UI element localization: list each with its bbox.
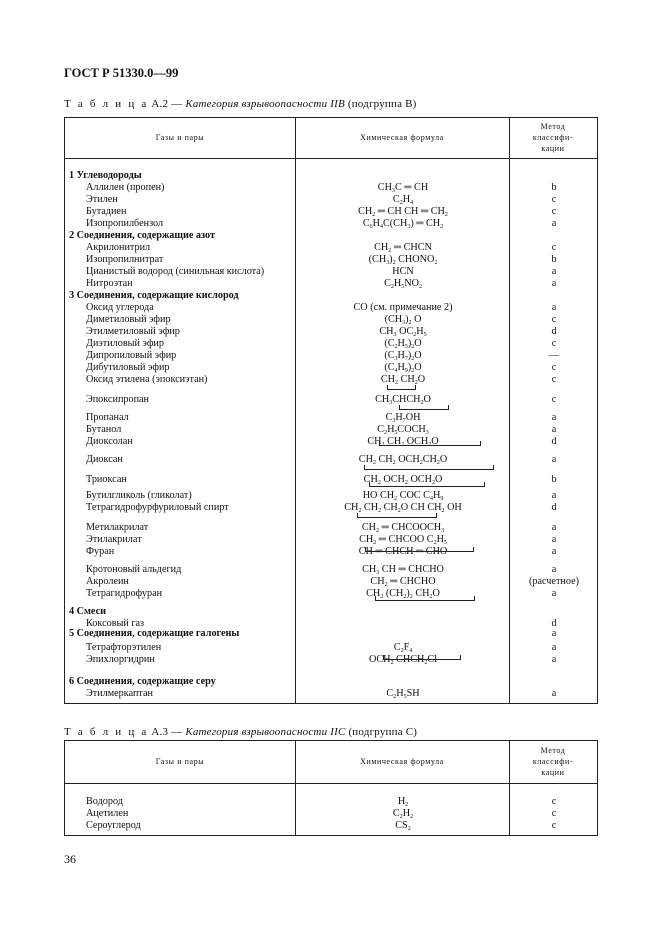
- substance-name: Этилен: [86, 194, 118, 205]
- classification-method: c: [551, 338, 557, 349]
- group-heading: 2 Соединения, содержащие азот: [69, 230, 216, 241]
- classification-method: c: [551, 314, 557, 325]
- substance-name: Оксид этилена (эпоксиэтан): [86, 374, 208, 385]
- header-method-line: классифи-: [532, 133, 574, 142]
- substance-name: Коксовый газ: [86, 618, 145, 629]
- classification-method: d: [551, 326, 557, 337]
- chemical-formula: $OCH_2$ $CHCH_2Cl$: [368, 654, 437, 666]
- substance-name: Тетрагидрофуран: [86, 588, 163, 599]
- classification-method: a: [551, 424, 557, 435]
- classification-method: b: [551, 474, 557, 485]
- group-heading: 6 Соединения, содержащие серу: [69, 676, 216, 687]
- chemical-formula: $CH_2$ $(CH_2)_2$ $CH_2O$: [366, 588, 440, 600]
- group-heading: 4 Смеси: [69, 606, 106, 617]
- classification-method: a: [551, 302, 557, 313]
- classification-method: d: [551, 502, 557, 513]
- chemical-formula: CH ═ CHCH ═ CHO: [358, 546, 448, 557]
- chemical-formula: $CH_2$ $OCH_2$ $OCH_2O$: [363, 474, 443, 486]
- caption-subgroup: (подгруппа С): [348, 726, 418, 738]
- header-formula: Химическая формула: [360, 757, 444, 766]
- chemical-formula: $C_2H_5SH$: [386, 688, 420, 700]
- table-a2: [64, 117, 598, 704]
- classification-method: a: [551, 628, 557, 639]
- classification-method: c: [551, 194, 557, 205]
- classification-method: c: [551, 808, 557, 819]
- header-method-line: классифи-: [532, 757, 574, 766]
- classification-method: a: [551, 588, 557, 599]
- substance-name: Эпоксипропан: [86, 394, 150, 405]
- substance-name: Цианистый водород (синильная кислота): [86, 266, 265, 277]
- substance-name: Бутилгликоль (гликолат): [86, 490, 192, 501]
- chemical-formula: $CS_2$: [395, 820, 411, 832]
- chemical-formula: $H_2$: [397, 796, 409, 808]
- chemical-formula: $CH_3CHCH_2O$: [375, 394, 431, 406]
- chemical-formula: $CH_2$ ═ CHCN: [374, 242, 432, 254]
- classification-method: a: [551, 546, 557, 557]
- classification-method: c: [551, 394, 557, 405]
- classification-method: —: [548, 350, 560, 361]
- chemical-formula: $(C_2H_5)_2O$: [384, 338, 422, 350]
- header-method-line: кации: [541, 768, 565, 777]
- substance-name: Оксид углерода: [86, 302, 154, 313]
- substance-name: Дипропиловый эфир: [86, 350, 177, 361]
- substance-name: Бутадиен: [86, 206, 127, 217]
- chemical-formula: $CH_2$ ═ CH CH ═ $CH_2$: [358, 206, 448, 218]
- group-heading: 1 Углеводороды: [69, 170, 142, 181]
- classification-method: c: [551, 206, 557, 217]
- chemical-formula: $(C_3H_7)_2O$: [384, 350, 422, 362]
- substance-name: Дибутиловый эфир: [86, 362, 170, 373]
- chemical-formula: $CH_2$ $CH_2O$: [380, 374, 426, 386]
- header-gases: Газы и пары: [155, 133, 205, 142]
- classification-method: c: [551, 820, 557, 831]
- ring-bracket: [375, 596, 475, 601]
- page-number: 36: [64, 852, 76, 866]
- classification-method: b: [551, 182, 557, 193]
- classification-method: a: [551, 218, 557, 229]
- classification-method: b: [551, 254, 557, 265]
- ring-bracket: [379, 441, 481, 446]
- header-method: [509, 745, 597, 778]
- classification-method: d: [551, 436, 557, 447]
- ring-bracket: [365, 547, 474, 552]
- header-gases: Газы и пары: [155, 757, 205, 766]
- header-method-line: кации: [541, 144, 565, 153]
- substance-name: Диэтиловый эфир: [86, 338, 164, 349]
- table-a3: [64, 740, 598, 836]
- caption-label: Т а б л и ц а: [64, 98, 149, 110]
- document-title: ГОСТ Р 51330.0—99: [64, 66, 179, 80]
- classification-method: a: [551, 654, 557, 665]
- caption-number: А.3 —: [151, 726, 183, 738]
- chemical-formula: $CH_2$ $CH_2$ $OCH_2CH_2O$: [358, 454, 448, 466]
- substance-name: Этилакрилат: [86, 534, 142, 545]
- classification-method: c: [551, 242, 557, 253]
- caption-title: Категория взрывоопасности IIB: [185, 98, 345, 110]
- classification-method: c: [551, 796, 557, 807]
- substance-name: Этилметиловый эфир: [86, 326, 180, 337]
- substance-name: Водород: [86, 796, 123, 807]
- chemical-formula: $(C_4H_9)_2O$: [384, 362, 422, 374]
- classification-method: a: [551, 522, 557, 533]
- substance-name: Ацетилен: [86, 808, 129, 819]
- substance-name: Тетрафторэтилен: [86, 642, 162, 653]
- chemical-formula: HCN: [392, 266, 414, 277]
- chemical-formula: $C_2F_4$: [393, 642, 413, 654]
- classification-method: a: [551, 412, 557, 423]
- chemical-formula: CO (см. примечание 2): [353, 302, 453, 313]
- classification-method: a: [551, 534, 557, 545]
- substance-name: Кротоновый альдегид: [86, 564, 182, 575]
- caption-title: Категория взрывоопасности IIC: [185, 726, 346, 738]
- caption-number: А.2 —: [151, 98, 183, 110]
- chemical-formula: $C_6H_4C(CH_3)$ ═ $CH_2$: [362, 218, 444, 230]
- column-divider: [509, 118, 510, 703]
- classification-method: a: [551, 490, 557, 501]
- substance-name: Диметиловый эфир: [86, 314, 171, 325]
- substance-name: Акролеин: [86, 576, 129, 587]
- classification-method: a: [551, 688, 557, 699]
- classification-method: d: [551, 618, 557, 629]
- table-a3-caption: [64, 726, 417, 738]
- substance-name: Диоксолан: [86, 436, 133, 447]
- substance-name: Эпихлоргидрин: [86, 654, 155, 665]
- chemical-formula: $(CH_3)_2$ $CHONO_2$: [368, 254, 438, 266]
- ring-bracket: [357, 513, 437, 518]
- chemical-formula: $CH_2$ ═ CHCOO $C_2H_5$: [359, 534, 447, 546]
- classification-method: a: [551, 278, 557, 289]
- ring-bracket: [369, 482, 485, 487]
- ring-bracket: [364, 465, 494, 470]
- header-formula: Химическая формула: [360, 133, 444, 142]
- chemical-formula: $CH_3C$ ═ CH: [377, 182, 429, 194]
- group-heading: 3 Соединения, содержащие кислород: [69, 290, 239, 301]
- chemical-formula: $C_2H_5NO_2$: [384, 278, 422, 290]
- substance-name: Этилмеркаптан: [86, 688, 153, 699]
- header-method-line: Метод: [540, 122, 566, 131]
- ring-bracket: [399, 405, 449, 410]
- chemical-formula: HO $CH_2$ COC $C_4H_9$: [362, 490, 444, 502]
- substance-name: Изопропилнитрат: [86, 254, 164, 265]
- classification-method: (расчетное): [528, 576, 579, 587]
- chemical-formula: $CH_2$ ═ CHCHO: [370, 576, 436, 588]
- column-divider: [295, 118, 296, 703]
- classification-method: c: [551, 374, 557, 385]
- header-method: [509, 121, 597, 154]
- substance-name: Изопропилбензол: [86, 218, 164, 229]
- chemical-formula: $C_2H_5COCH_3$: [377, 424, 429, 436]
- ring-bracket: [383, 655, 461, 660]
- caption-subgroup: (подгруппа В): [347, 98, 417, 110]
- chemical-formula: $CH_2$ $CH_2$ $CH_2O$ CH $CH_2$ OH: [344, 502, 462, 514]
- header-method-line: Метод: [540, 746, 566, 755]
- chemical-formula: $CH_2$ ═ $CHCOOCH_3$: [361, 522, 445, 534]
- classification-method: a: [551, 642, 557, 653]
- substance-name: Диоксан: [86, 454, 123, 465]
- substance-name: Тетрагидрофурфуриловый спирт: [86, 502, 229, 513]
- substance-name: Метилакрилат: [86, 522, 149, 533]
- chemical-formula: $CH_3$ CH ═ CHCHO: [362, 564, 444, 576]
- substance-name: Акрилонитрил: [86, 242, 151, 253]
- chemical-formula: $C_3H_7OH$: [385, 412, 421, 424]
- chemical-formula: $C_2H_2$: [392, 808, 414, 820]
- classification-method: a: [551, 454, 557, 465]
- substance-name: Бутанол: [86, 424, 122, 435]
- substance-name: Сероуглерод: [86, 820, 141, 831]
- classification-method: a: [551, 564, 557, 575]
- classification-method: c: [551, 362, 557, 373]
- substance-name: Пропанал: [86, 412, 129, 423]
- group-heading: 5 Соединения, содержащие галогены: [69, 628, 240, 639]
- chemical-formula: $(CH_3)_2$ O: [384, 314, 422, 326]
- substance-name: Триоксан: [86, 474, 127, 485]
- chemical-formula: $C_2H_4$: [392, 194, 414, 206]
- substance-name: Аллилен (пропен): [86, 182, 165, 193]
- caption-label: Т а б л и ц а: [64, 726, 149, 738]
- table-a2-caption: [64, 98, 417, 110]
- substance-name: Нитроэтан: [86, 278, 133, 289]
- chemical-formula: $CH_3$ $OC_2H_5$: [379, 326, 427, 338]
- chemical-formula: $CH_2$ $CH_2$ $OCH_2O$: [367, 436, 439, 448]
- substance-name: Фуран: [86, 546, 115, 557]
- ring-bracket: [387, 385, 416, 390]
- classification-method: a: [551, 266, 557, 277]
